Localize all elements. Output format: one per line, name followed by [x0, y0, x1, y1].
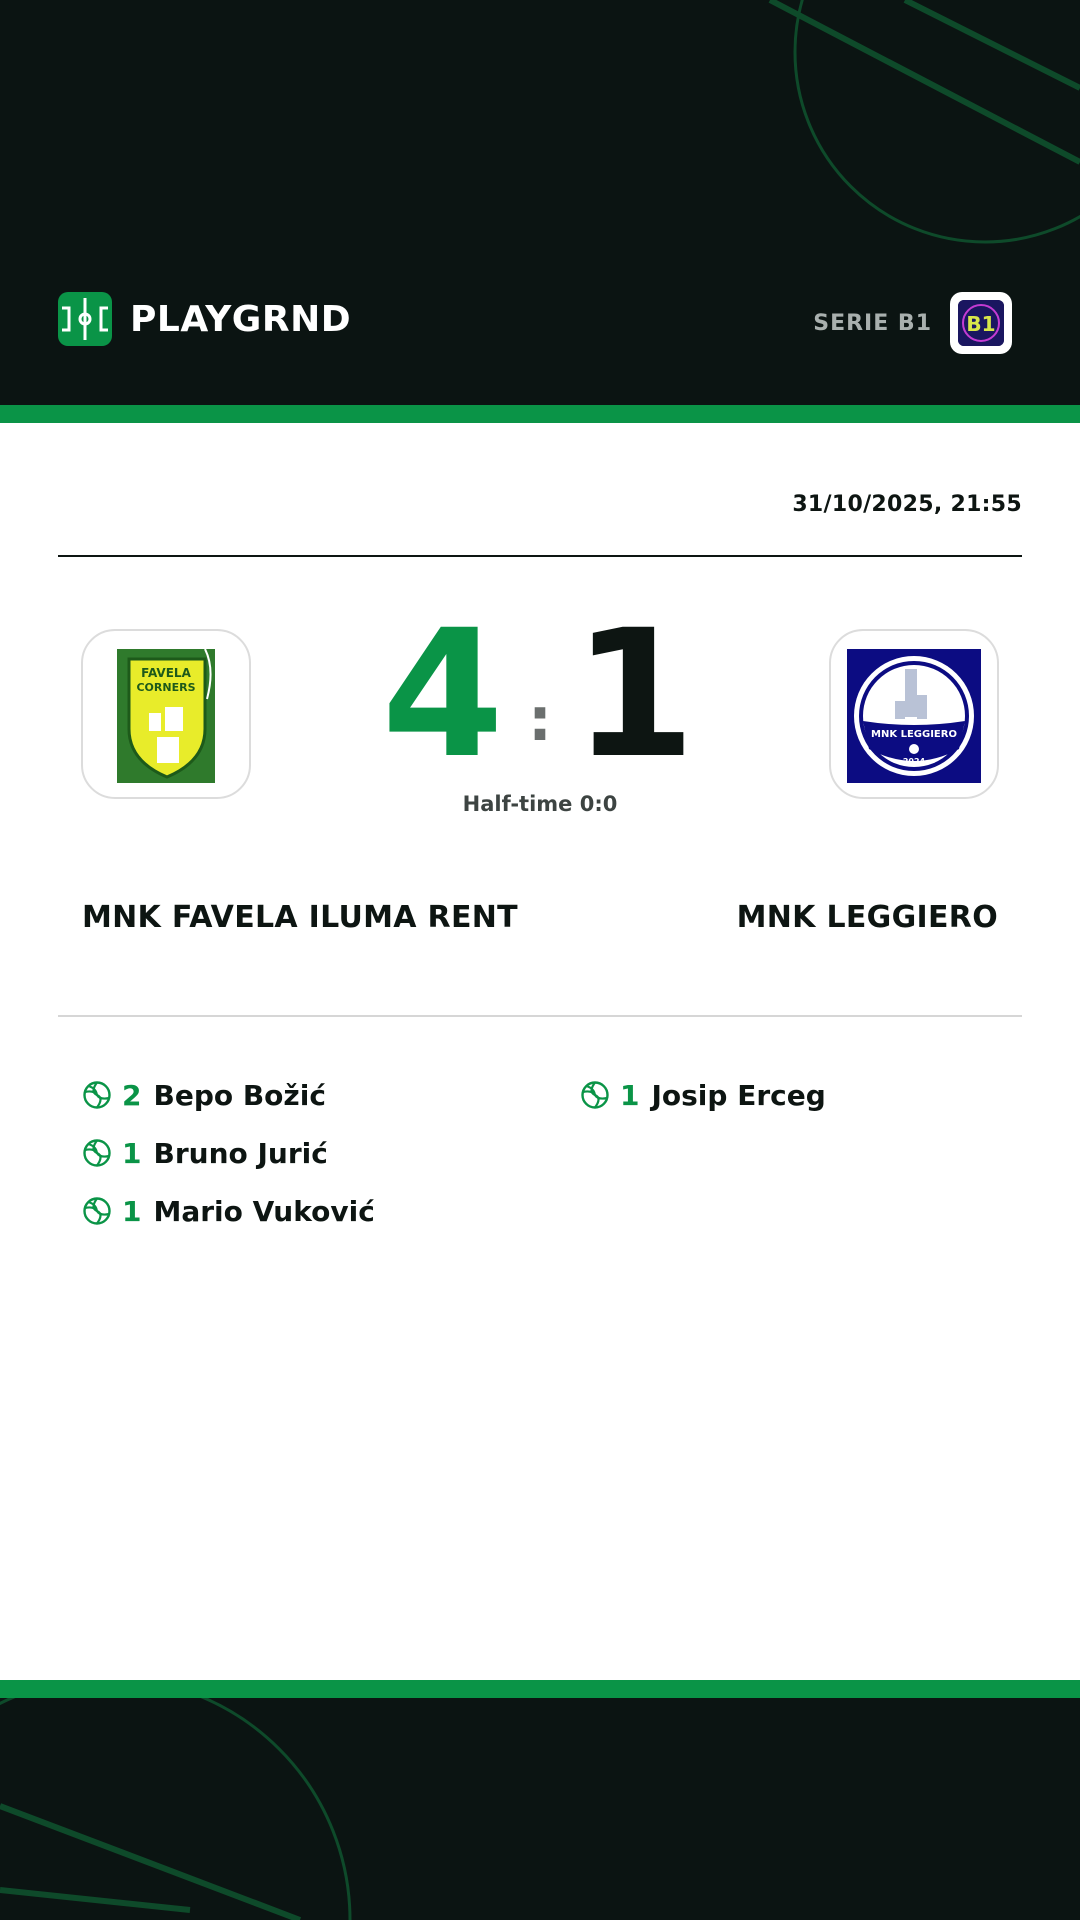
away-scorers: [580, 1066, 826, 1124]
goal-count: 2: [122, 1078, 142, 1112]
svg-text:2024: 2024: [902, 757, 926, 766]
scorer-row: [82, 1124, 375, 1182]
accent-bar-top: [0, 405, 1080, 423]
pitch-icon: [58, 292, 112, 346]
svg-text:MNK LEGGIERO: MNK LEGGIERO: [871, 729, 957, 740]
goal-count: 1: [620, 1078, 640, 1112]
ball-icon: [82, 1080, 112, 1110]
pitch-lines-decoration: [0, 1698, 1080, 1920]
league-name: SERIE B1: [813, 310, 932, 336]
ball-icon: [580, 1080, 610, 1110]
ball-icon: [82, 1138, 112, 1168]
footer: [0, 1698, 1080, 1920]
league-badge: [950, 292, 1012, 354]
away-score: 1: [573, 592, 696, 797]
league[interactable]: [813, 292, 1012, 354]
player-name[interactable]: Bepo Božić: [153, 1078, 326, 1112]
accent-bar-bottom: [0, 1680, 1080, 1698]
league-logo-icon: [958, 300, 1004, 346]
player-name[interactable]: Josip Erceg: [651, 1078, 826, 1112]
score-separator: :: [528, 685, 552, 755]
player-name[interactable]: Bruno Jurić: [153, 1136, 328, 1170]
home-team-name[interactable]: MNK FAVELA ILUMA RENT: [82, 900, 518, 935]
divider: [58, 1015, 1022, 1017]
scorer-row: [82, 1066, 375, 1124]
header: [0, 0, 1080, 405]
brand-name: PLAYGRND: [130, 298, 352, 340]
league-badge-text: B1: [966, 312, 996, 336]
player-name[interactable]: Mario Vuković: [153, 1194, 375, 1228]
scorer-row: [580, 1066, 826, 1124]
brand[interactable]: [58, 292, 351, 346]
goal-count: 1: [122, 1136, 142, 1170]
scorer-row: [82, 1182, 375, 1240]
divider: [58, 555, 1022, 557]
ball-icon: [82, 1196, 112, 1226]
home-scorers: [82, 1066, 375, 1240]
goal-count: 1: [122, 1194, 142, 1228]
match-date: 31/10/2025, 21:55: [792, 492, 1022, 517]
svg-text:FAVELA: FAVELA: [141, 666, 191, 680]
home-score: 4: [381, 592, 504, 797]
halftime-score: Half-time 0:0: [462, 792, 618, 816]
scoreboard: [0, 592, 1080, 797]
away-team-name[interactable]: MNK LEGGIERO: [736, 900, 998, 935]
svg-text:CORNERS: CORNERS: [136, 681, 196, 694]
